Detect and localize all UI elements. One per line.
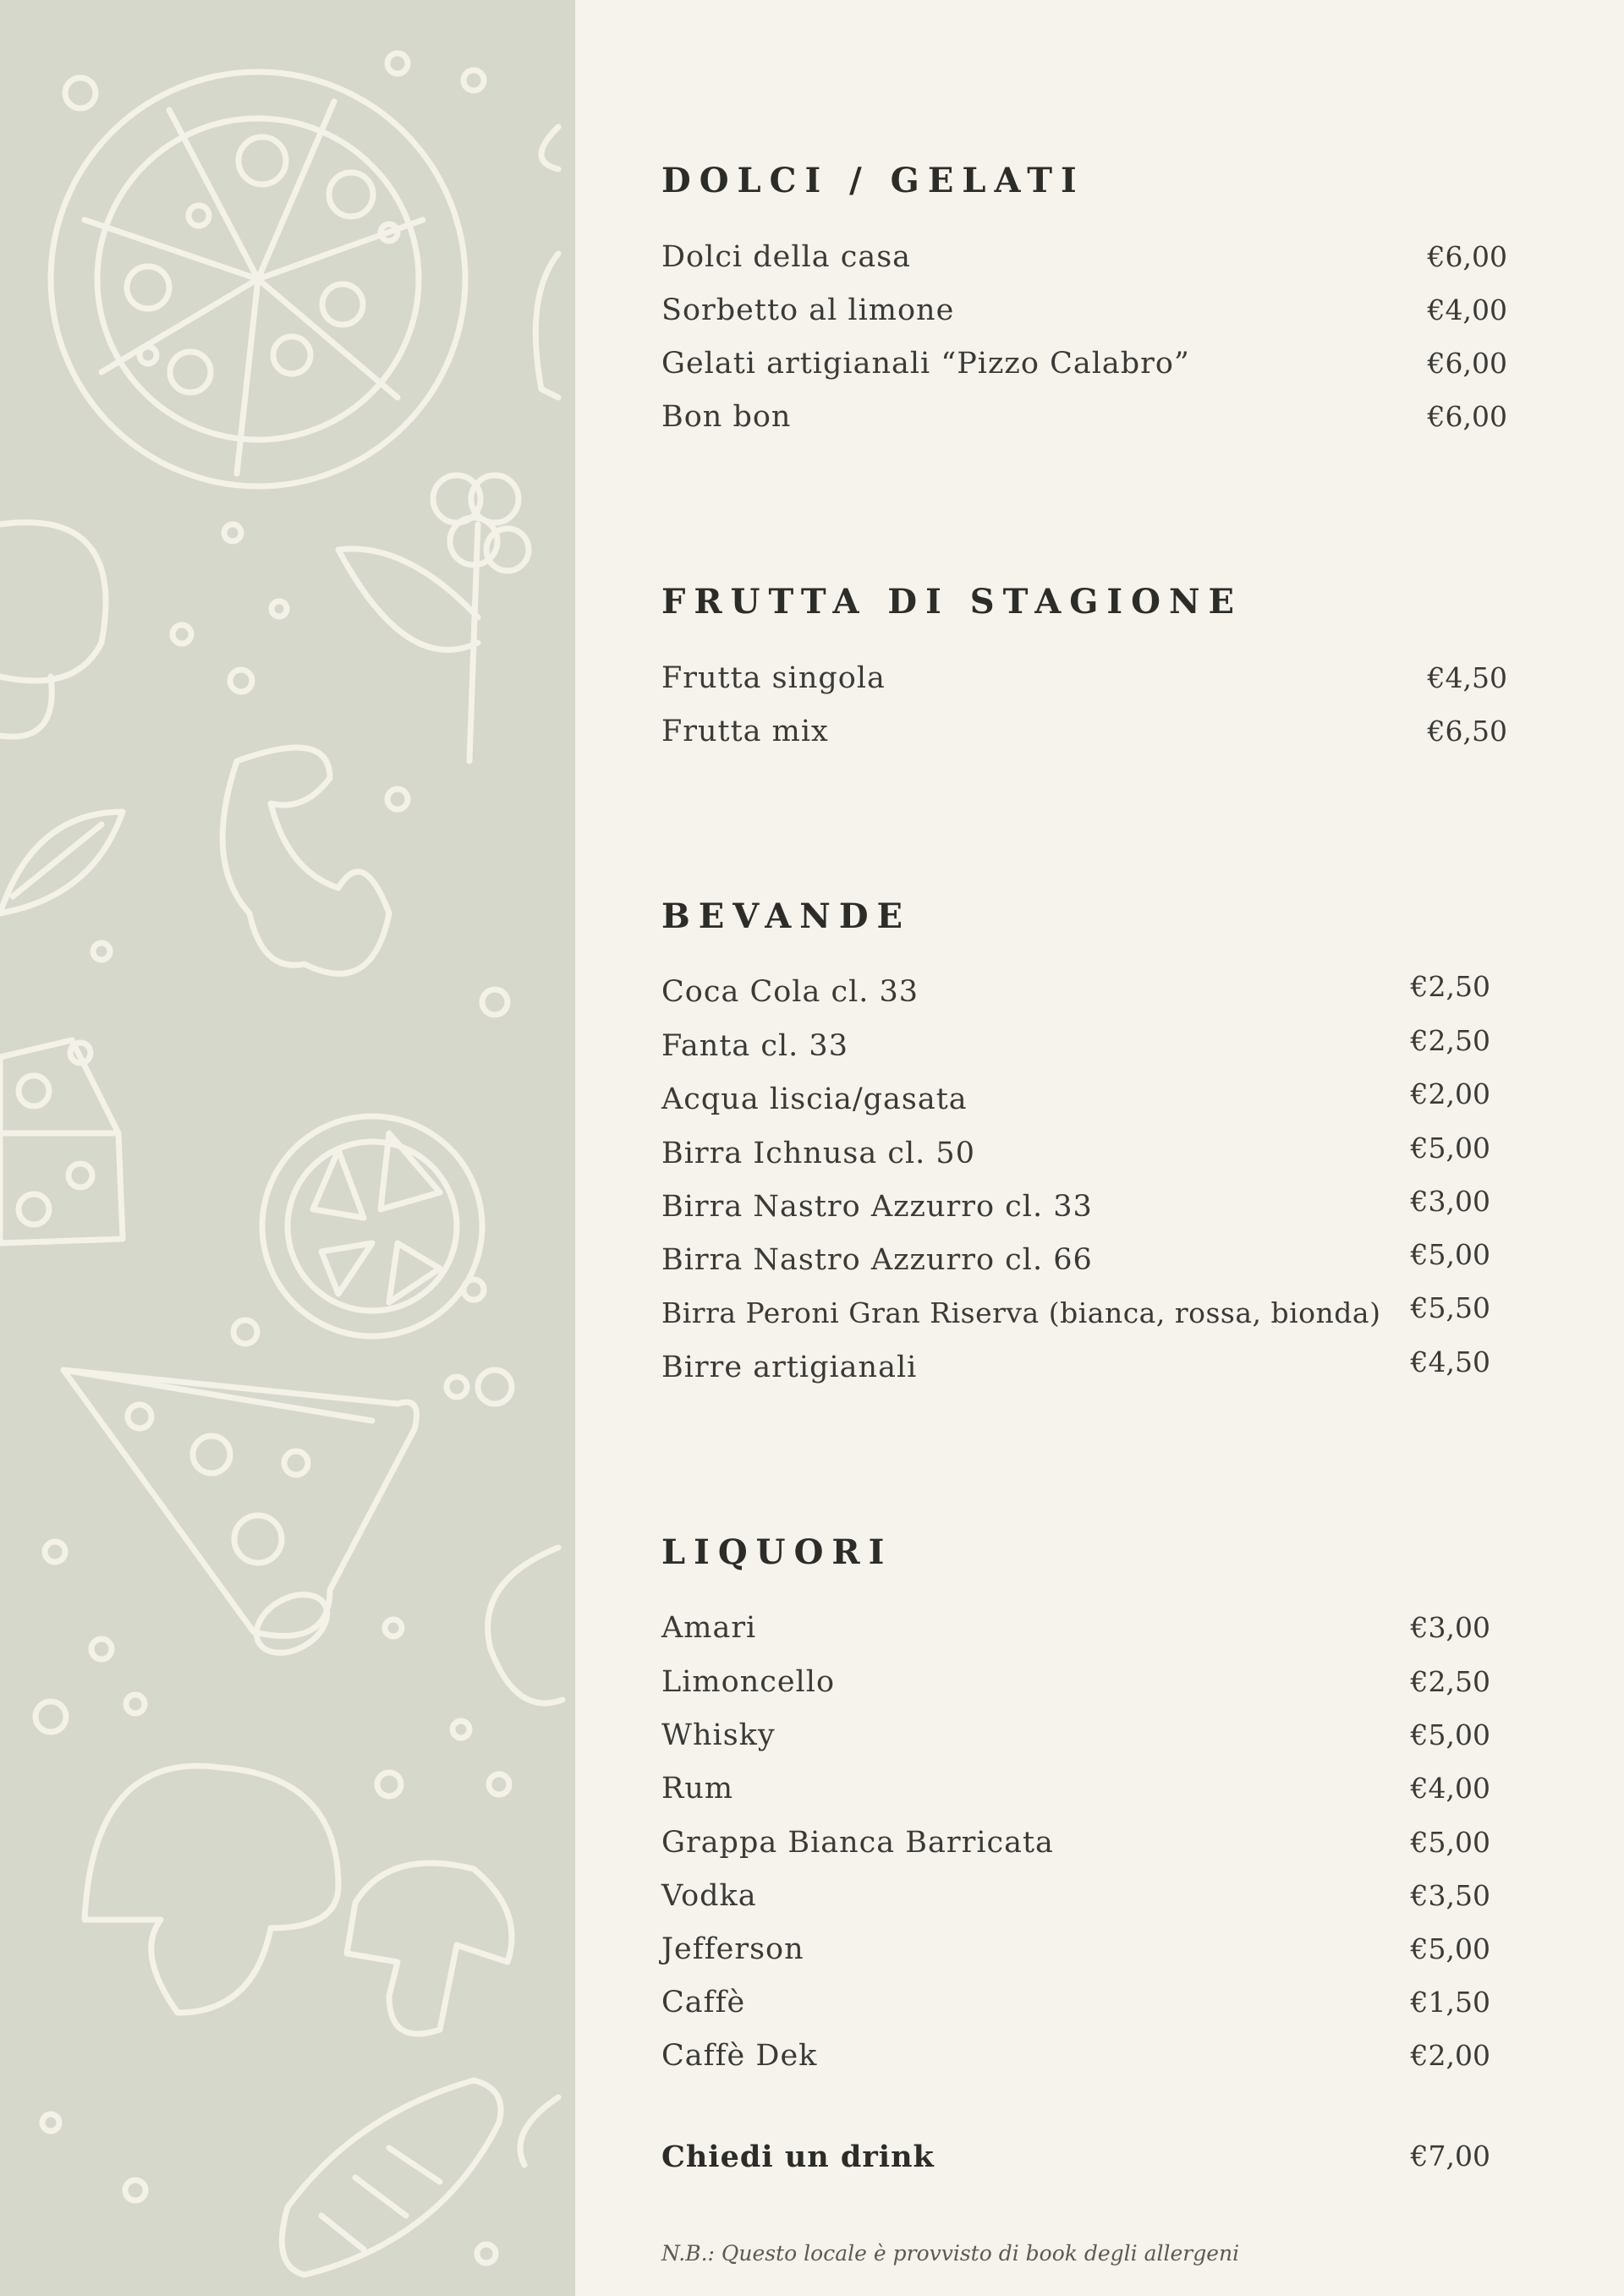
pizza-icon (51, 72, 465, 486)
item-price: €6,00 (1427, 240, 1507, 273)
section-title: FRUTTA DI STAGIONE (661, 582, 1243, 622)
menu-item (661, 1826, 1507, 1877)
partial-vegetable-icon (535, 127, 558, 397)
item-name: Limoncello (661, 1665, 836, 1699)
item-name: Birra Nastro Azzurro cl. 66 (661, 1243, 1093, 1277)
menu-item (661, 240, 1507, 291)
item-price: €4,50 (1427, 661, 1507, 694)
item-price: €3,50 (1410, 1879, 1490, 1912)
section-title: LIQUORI (661, 1532, 893, 1572)
menu-item (661, 347, 1507, 397)
menu-item (661, 970, 1507, 1026)
decorative-side-panel (0, 0, 575, 2296)
menu-item (661, 715, 1507, 765)
menu-item (661, 1077, 1507, 1133)
special-drink-item (661, 2140, 1507, 2190)
item-name: Birra Ichnusa cl. 50 (661, 1137, 975, 1170)
item-price: €2,50 (1410, 1665, 1490, 1698)
menu-item (661, 1132, 1507, 1187)
item-name: Amari (661, 1611, 757, 1645)
menu-item (661, 1291, 1507, 1347)
item-price: €3,00 (1410, 1611, 1490, 1644)
item-name: Jefferson (661, 1932, 804, 1966)
item-price: €5,00 (1410, 1932, 1490, 1965)
item-price: €5,50 (1410, 1291, 1490, 1324)
menu-item (661, 1986, 1507, 2036)
partial-pasta-icon (488, 1548, 562, 2165)
item-name: Vodka (661, 1879, 757, 1913)
item-price: €2,00 (1410, 1077, 1490, 1110)
special-drink-name: Chiedi un drink (661, 2140, 935, 2174)
menu-item (661, 293, 1507, 344)
menu-item (661, 1772, 1507, 1822)
item-name: Bon bon (661, 400, 792, 434)
mushroom-icon (0, 523, 106, 737)
special-drink-price: €7,00 (1410, 2140, 1490, 2173)
pasta-icon (222, 748, 389, 973)
menu-item (661, 1024, 1507, 1080)
item-name: Sorbetto al limone (661, 293, 955, 327)
item-name: Coca Cola cl. 33 (661, 975, 919, 1009)
menu-item (661, 1879, 1507, 1930)
menu-item (661, 661, 1507, 712)
food-doodle-illustration (0, 0, 575, 2296)
item-price: €5,00 (1410, 1826, 1490, 1859)
basil-plant-icon (338, 475, 529, 761)
menu-item (661, 1345, 1507, 1401)
item-price: €6,00 (1427, 347, 1507, 380)
leaf-icon (0, 812, 123, 913)
item-name: Fanta cl. 33 (661, 1029, 848, 1063)
item-price: €4,50 (1410, 1345, 1490, 1378)
menu-item (661, 1238, 1507, 1294)
item-price: €4,00 (1427, 293, 1507, 326)
menu-item (661, 1611, 1507, 1662)
section-title: BEVANDE (661, 896, 911, 936)
item-name: Birra Nastro Azzurro cl. 33 (661, 1190, 1093, 1224)
item-name: Whisky (661, 1718, 776, 1752)
item-price: €6,00 (1427, 400, 1507, 433)
item-name: Caffè (661, 1986, 746, 2019)
menu-item (661, 1185, 1507, 1241)
item-price: €5,00 (1410, 1238, 1490, 1271)
item-price: €2,50 (1410, 970, 1490, 1003)
mushrooms-icon (85, 1766, 512, 2034)
menu-item (661, 1932, 1507, 1983)
item-price: €5,00 (1410, 1132, 1490, 1164)
item-name: Caffè Dek (661, 2039, 818, 2073)
item-name: Birra Peroni Gran Riserva (bianca, rossa, bionda) (661, 1296, 1381, 1329)
item-name: Frutta mix (661, 715, 829, 748)
item-name: Rum (661, 1772, 734, 1806)
menu-item (661, 1718, 1507, 1769)
item-name: Frutta singola (661, 661, 886, 695)
item-price: €5,00 (1410, 1718, 1490, 1751)
item-price: €1,50 (1410, 1986, 1490, 2019)
item-price: €2,00 (1410, 2039, 1490, 2072)
dots-decoration (36, 53, 512, 2263)
section-title: DOLCI / GELATI (661, 161, 1085, 200)
menu-item (661, 1665, 1507, 1716)
item-price: €6,50 (1427, 715, 1507, 748)
item-name: Acqua liscia/gasata (661, 1082, 968, 1116)
tomato-icon (262, 1116, 482, 1336)
item-price: €2,50 (1410, 1024, 1490, 1057)
item-price: €3,00 (1410, 1185, 1490, 1218)
menu-item (661, 2039, 1507, 2090)
allergen-note: N.B.: Questo locale è provvisto di book degli allergeni (661, 2241, 1240, 2266)
item-name: Gelati artigianali “Pizzo Calabro” (661, 347, 1190, 381)
item-name: Grappa Bianca Barricata (661, 1826, 1054, 1860)
item-price: €4,00 (1410, 1772, 1490, 1805)
menu-item (661, 400, 1507, 451)
pizza-slice-icon (63, 1370, 417, 1664)
carrot-icon (282, 2080, 501, 2275)
item-name: Birre artigianali (661, 1351, 918, 1384)
item-name: Dolci della casa (661, 240, 912, 274)
